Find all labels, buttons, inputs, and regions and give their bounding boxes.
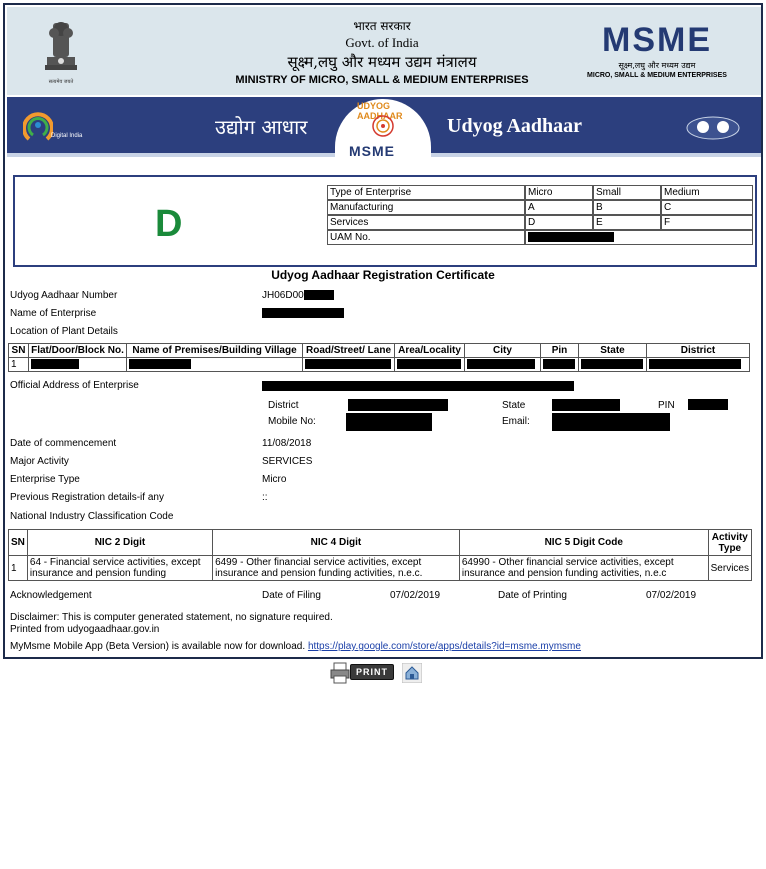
nic-cell: 1 (9, 556, 28, 581)
nic-header-row (9, 530, 752, 556)
nic-cell: 64 - Financial service activities, except insurance and pension funding (27, 556, 212, 581)
redaction-block (305, 359, 391, 369)
redaction-block (649, 359, 741, 369)
enterprise-table-cell: Medium (661, 185, 753, 200)
filing-value: 07/02/2019 (390, 590, 441, 601)
enterprise-category-letter: D (155, 203, 183, 245)
enterprise-table-cell: B (593, 200, 661, 215)
nic-header: NIC 2 Digit (27, 530, 212, 556)
enterprise-type-table (327, 185, 753, 245)
redaction-block (552, 399, 620, 411)
table-cell (127, 358, 303, 372)
official-address-label: Official Address of Enterprise (10, 380, 139, 391)
redaction-block (688, 399, 728, 410)
enterprise-table-row (327, 215, 753, 230)
govt-title-block (217, 17, 547, 86)
msme-logo-word: MSME (602, 21, 712, 59)
plant-table-header: Pin (541, 344, 579, 358)
msme-logo-english: MICRO, SMALL & MEDIUM ENTERPRISES (587, 72, 727, 79)
enterprise-type-label: Enterprise Type (10, 474, 80, 485)
state-label: State (502, 400, 526, 411)
msme-logo-hindi: सूक्ष्म,लघु और मध्यम उद्यम (618, 61, 696, 70)
msme-logo (587, 23, 727, 79)
mobile-label: Mobile No: (268, 416, 316, 427)
enterprise-table-cell: Services (327, 215, 525, 230)
plant-table-header: Flat/Door/Block No. (29, 344, 127, 358)
nic-header: NIC 5 Digit Code (459, 530, 708, 556)
national-emblem-icon (41, 17, 81, 89)
redaction-block (581, 359, 643, 369)
certificate-title: Udyog Aadhaar Registration Certificate (271, 268, 495, 282)
udyog-aadhaar-seal (335, 99, 431, 165)
header-top (7, 7, 761, 95)
disclaimer-text: Disclaimer: This is computer generated statement, no signature required. (10, 612, 333, 623)
emblem-caption: सत्यमेव जयते (48, 79, 74, 85)
app-notice (10, 641, 581, 652)
uam-value-cell (525, 230, 753, 245)
nic-header: Activity Type (708, 530, 751, 556)
udyog-aadhaar-band (7, 97, 761, 157)
udyog-aadhaar-hindi: उद्योग आधार (215, 115, 308, 139)
nic-header: SN (9, 530, 28, 556)
district-label: District (268, 400, 299, 411)
govt-of-india-text: Govt. of India (345, 35, 419, 50)
table-cell (303, 358, 395, 372)
plant-location-table (8, 343, 750, 372)
redaction-block (552, 413, 670, 431)
plant-table-header: SN (9, 344, 29, 358)
redaction-block (397, 359, 461, 369)
uam-label: UAM No. (327, 230, 525, 245)
seal-msme-text: MSME (349, 143, 395, 159)
enterprise-table-cell: D (525, 215, 593, 230)
band-right-logo-icon (685, 115, 741, 141)
enterprise-table-cell: Micro (525, 185, 593, 200)
redaction-block (31, 359, 79, 369)
commencement-label: Date of commencement (10, 438, 117, 449)
redaction-block (467, 359, 535, 369)
enterprise-table-cell: E (593, 215, 661, 230)
fingerprint-icon (371, 113, 395, 139)
plant-table-header: City (465, 344, 541, 358)
redaction-block (262, 381, 574, 391)
table-cell (29, 358, 127, 372)
table-cell (647, 358, 750, 372)
redaction-block (346, 413, 432, 431)
enterprise-table-cell: C (661, 200, 753, 215)
aadhaar-number-value (262, 290, 334, 301)
enterprise-name-label: Name of Enterprise (10, 308, 97, 319)
plant-table-header: Name of Premises/Building Village (127, 344, 303, 358)
udyog-aadhaar-english: Udyog Aadhaar (447, 115, 583, 137)
plant-location-label: Location of Plant Details (10, 326, 118, 337)
plant-table-header: Road/Street/ Lane (303, 344, 395, 358)
pin-label: PIN (658, 400, 675, 411)
home-icon[interactable] (402, 663, 422, 683)
enterprise-table-cell: Type of Enterprise (327, 185, 525, 200)
plant-row-sn: 1 (9, 358, 29, 372)
printer-icon[interactable] (330, 662, 350, 684)
print-toolbar (330, 662, 426, 684)
printing-value: 07/02/2019 (646, 590, 697, 601)
acknowledgement-label: Acknowledgement (10, 590, 92, 601)
major-activity-label: Major Activity (10, 456, 69, 467)
nic-cell: 6499 - Other financial service activities, except insurance and pension funding activities, n.e.c. (213, 556, 460, 581)
table-row (9, 358, 750, 372)
redaction-block (528, 232, 614, 242)
nic-cell: Services (708, 556, 751, 581)
hindi-ministry-text: सूक्ष्म,लघु और मध्यम उद्यम मंत्रालय (287, 53, 477, 71)
redaction-block (304, 290, 334, 300)
nic-header: NIC 4 Digit (213, 530, 460, 556)
printing-label: Date of Printing (498, 590, 567, 601)
enterprise-table-cell: A (525, 200, 593, 215)
enterprise-table-cell: Small (593, 185, 661, 200)
digital-india-icon (23, 109, 53, 143)
table-cell (541, 358, 579, 372)
enterprise-type-box (13, 175, 757, 267)
nic-cell: 64990 - Other financial service activities, except insurance and pension funding activities, n.e.c (459, 556, 708, 581)
enterprise-table-cell: F (661, 215, 753, 230)
table-cell (395, 358, 465, 372)
prev-reg-value: :: (262, 492, 268, 503)
digital-india-text: Digital India (51, 133, 83, 139)
plant-table-header: Area/Locality (395, 344, 465, 358)
nic-label: National Industry Classification Code (10, 511, 174, 522)
filing-label: Date of Filing (262, 590, 321, 601)
enterprise-table-header-row (327, 185, 753, 200)
enterprise-table-row (327, 230, 753, 245)
aadhaar-number-label: Udyog Aadhaar Number (10, 290, 118, 301)
email-label: Email: (502, 416, 530, 427)
hindi-govt-text: भारत सरकार (353, 19, 411, 33)
table-cell (579, 358, 647, 372)
table-cell (465, 358, 541, 372)
commencement-value: 11/08/2018 (262, 438, 312, 449)
plant-table-header-row (9, 344, 750, 358)
enterprise-table-row (327, 200, 753, 215)
plant-table-header: State (579, 344, 647, 358)
prev-reg-label: Previous Registration details-if any (10, 492, 164, 503)
plant-table-header: District (647, 344, 750, 358)
app-text: MyMsme Mobile App (Beta Version) is available now for download. (10, 641, 306, 652)
nic-table (8, 529, 752, 581)
app-download-link[interactable]: https://play.google.com/store/apps/details?id=msme.mymsme (307, 641, 581, 652)
ministry-text: MINISTRY OF MICRO, SMALL & MEDIUM ENTERPRISES (235, 74, 529, 86)
printed-from-text: Printed from udyogaadhaar.gov.in (10, 624, 160, 635)
digital-india-logo (23, 109, 93, 143)
print-button[interactable]: PRINT (350, 664, 394, 680)
enterprise-type-value: Micro (262, 474, 287, 485)
redaction-block (129, 359, 191, 369)
aadhaar-number-prefix: JH06D00 (262, 290, 304, 301)
enterprise-table-cell: Manufacturing (327, 200, 525, 215)
seal-arc-text: UDYOG AADHAAR (357, 101, 403, 121)
redaction-block (262, 308, 344, 318)
major-activity-value: SERVICES (262, 456, 313, 467)
redaction-block (543, 359, 575, 369)
table-row (9, 556, 752, 581)
redaction-block (348, 399, 448, 411)
